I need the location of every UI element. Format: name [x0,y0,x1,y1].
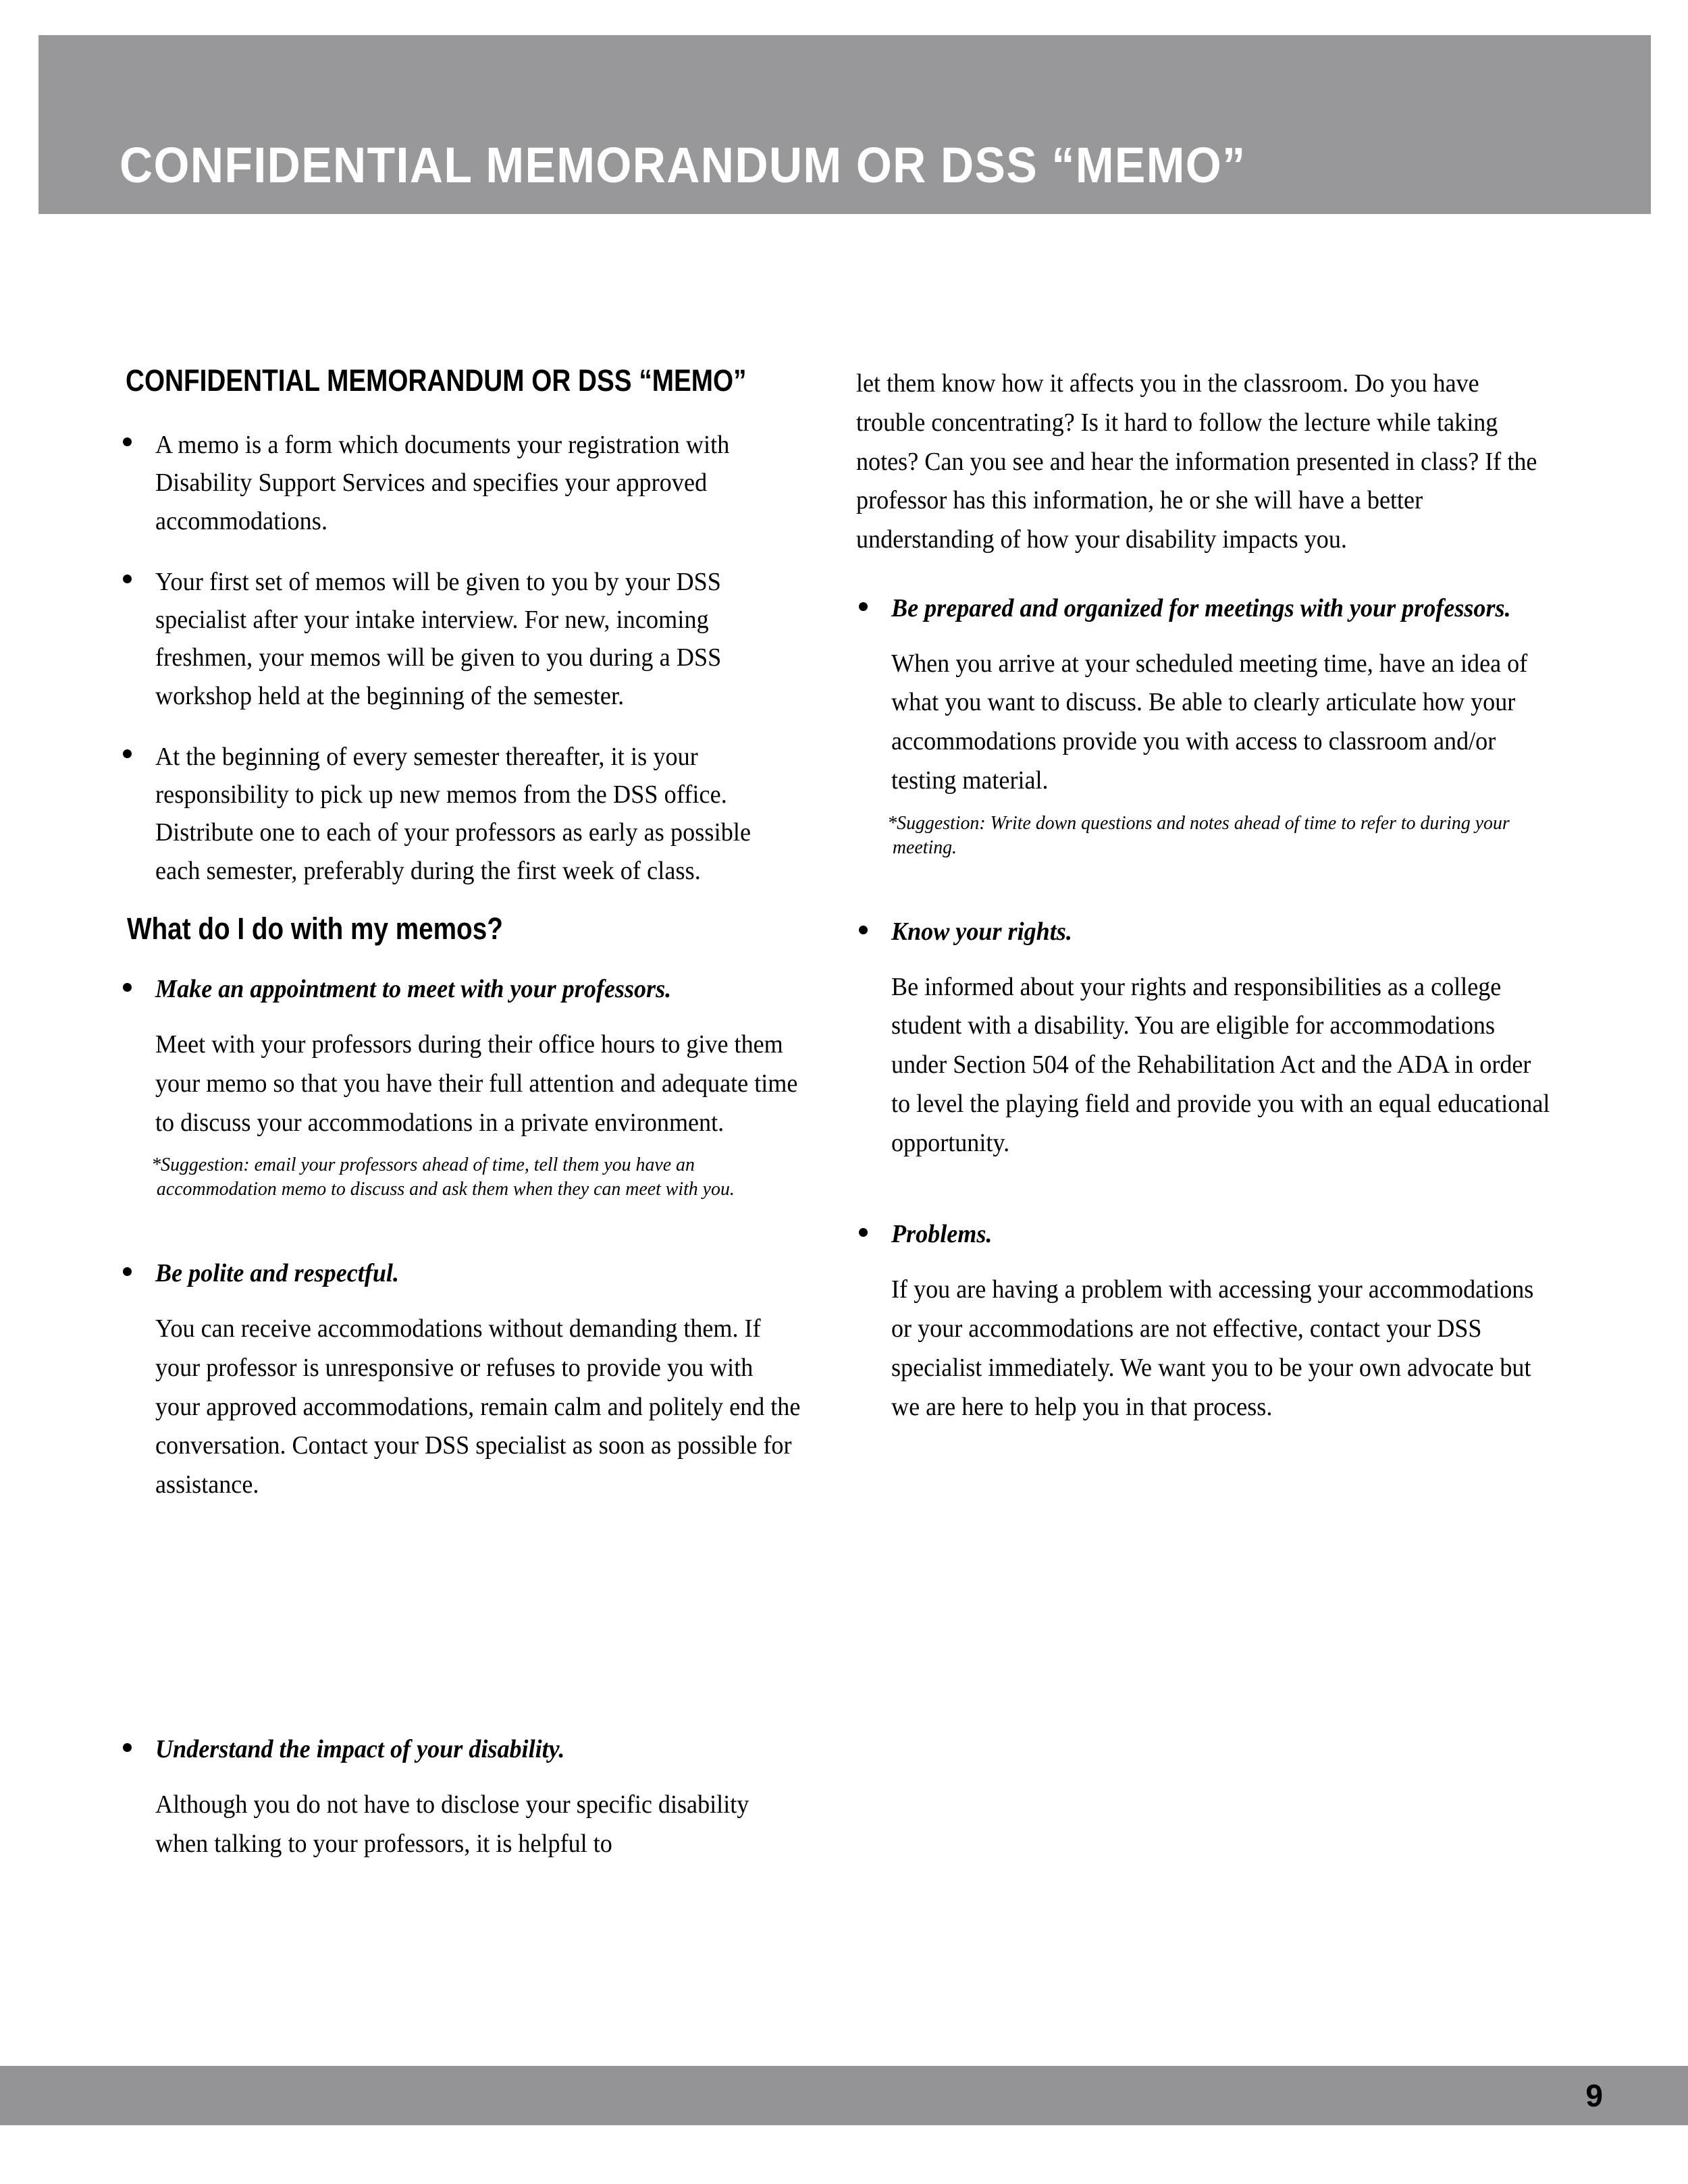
lead-in-text: Be prepared and organized for meetings with your professors. [891,593,1511,622]
list-item [120,738,836,890]
footer-bar [0,2066,1688,2125]
suggestion-note: *Suggestion: Write down questions and notes ahead of time to refer to during your meeting. [887,811,1510,858]
list-item [120,563,836,715]
body-paragraph: If you are having a problem with accessing your accommodations or your accommodations are not effective, contact your DSS specialist immediately. We want you to be your own advocate but we are here to help you in that process. [891,1275,1534,1421]
bullet-dot-icon [123,1267,132,1276]
bullet-dot-icon [123,749,132,758]
list-item [856,1217,1589,1427]
suggestion-note: *Suggestion: email your professors ahead of time, tell them you have an accommodation memo to discuss and ask them when they can meet with you. [151,1154,735,1200]
bullet-dot-icon [859,1228,868,1237]
section-heading-what-do-i-do: What do I do with my memos? [127,911,503,946]
list-item [856,914,1589,1163]
bullet-dot-icon [859,926,868,934]
list-item [120,1256,836,1505]
body-paragraph: Be informed about your rights and responsibilities as a college student with a disability. You are eligible for accommodations under Section 504 of the Rehabilitation Act and the ADA in order to level the playing field and provide you with an equal educational opportunity. [891,972,1550,1157]
section-heading-confidential-memorandum: CONFIDENTIAL MEMORANDUM OR DSS “MEMO” [126,363,747,398]
body-paragraph: Meet with your professors during their office hours to give them your memo so that you have their full attention and adequate time to discuss your accommodations in a private environment. [155,1030,798,1137]
right-column [856,365,1589,1449]
lead-in-text: Know your rights. [891,917,1072,946]
list-item [856,591,1589,860]
left-column-bottom-group [120,1732,836,1886]
bullet-dot-icon [859,602,868,611]
lead-in-text: Be polite and respectful. [155,1259,399,1288]
body-paragraph: Although you do not have to disclose your specific disability when talking to your professors, it is helpful to [155,1790,749,1858]
header-banner-title: CONFIDENTIAL MEMORANDUM OR DSS “MEMO” [120,137,1246,193]
lead-in-text: Understand the impact of your disability. [155,1735,565,1763]
bullet-text: Your first set of memos will be given to you by your DSS specialist after your intake interview. For new, incoming freshmen, your memos will be given to you during a DSS workshop held at the beginning of the semester. [155,567,722,710]
bullet-text: A memo is a form which documents your registration with Disability Support Services and specifies your approved accommodations. [155,431,730,535]
bullet-dot-icon [123,1743,132,1752]
spacer [856,1186,1589,1217]
list-item [120,1732,836,1863]
bullet-dot-icon [123,575,132,583]
page-number: 9 [1585,2078,1603,2113]
lead-in-text: Problems. [891,1220,993,1249]
spacer [120,1225,836,1256]
left-column [120,365,836,1528]
bullet-dot-icon [123,983,132,992]
header-banner [38,35,1651,214]
spacer [856,560,1589,591]
spacer [856,883,1589,914]
list-item [120,426,836,540]
body-paragraph: You can receive accommodations without demanding them. If your professor is unresponsive or refuses to provide you with your approved accommodations, remain calm and politely end the conversation. Contact your DSS specialist as soon as possible for assistance. [155,1314,801,1499]
bullet-text: At the beginning of every semester thereafter, it is your responsibility to pick up new memos from the DSS office. Distribute one to each of your professors as early as possible each semester, preferably during the first week of class. [155,742,751,885]
body-paragraph: When you arrive at your scheduled meeting time, have an idea of what you want to discuss. Be able to clearly articulate how your accommodations provide you with access to classroom and/or testing material. [891,649,1528,795]
continuation-paragraph: let them know how it affects you in the classroom. Do you have trouble concentrating? Is it hard to follow the lecture while taking notes? Can you see and hear the information presented in class? If the professor has this information, he or she will have a better understanding of how your disability impacts you. [856,369,1537,554]
lead-in-text: Make an appointment to meet with your professors. [155,975,672,1004]
list-item [120,971,836,1202]
bullet-dot-icon [123,437,132,446]
